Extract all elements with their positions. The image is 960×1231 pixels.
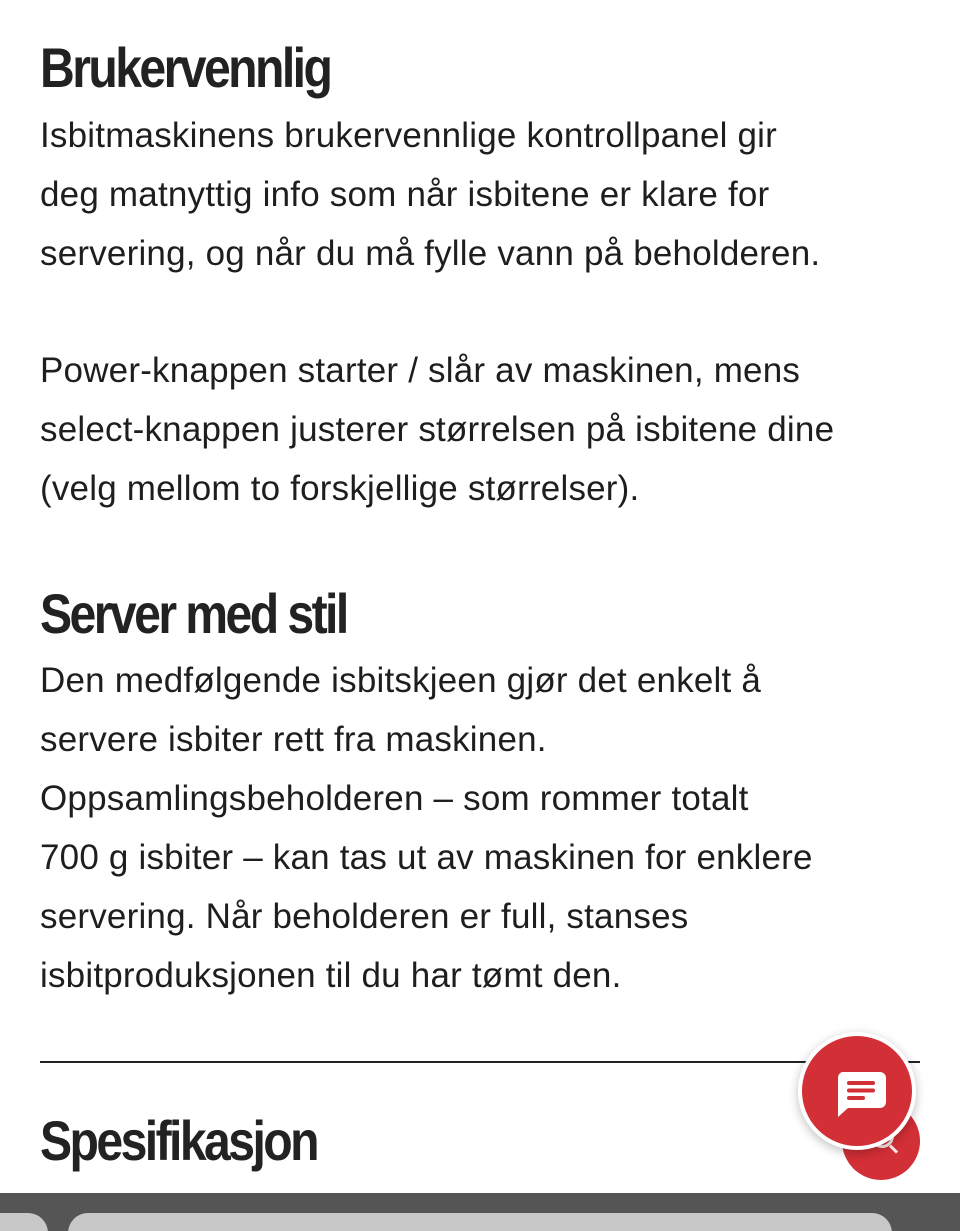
heading-server-med-stil: Server med stil [40, 582, 347, 645]
chat-button[interactable] [798, 1032, 916, 1150]
text-line: Oppsamlingsbeholderen – som rommer totalt [40, 779, 749, 818]
paragraph-control-panel [40, 106, 820, 283]
text-line: (velg mellom to forskjellige størrelser). [40, 469, 640, 508]
text-line: isbitproduksjonen til du har tømt den. [40, 956, 622, 995]
tab-control[interactable] [0, 1213, 48, 1231]
text-line: Isbitmaskinens brukervennlige kontrollpanel gir [40, 116, 777, 155]
text-line: servere isbiter rett fra maskinen. [40, 720, 547, 759]
heading-brukervennlig: Brukervennlig [40, 36, 331, 99]
section-divider [40, 1061, 920, 1063]
heading-spesifikasjon: Spesifikasjon [40, 1109, 317, 1172]
chat-bubble-icon [834, 1070, 888, 1120]
paragraph-serving [40, 651, 813, 1005]
text-line: servering, og når du må fylle vann på beholderen. [40, 234, 821, 273]
address-bar[interactable] [68, 1213, 892, 1231]
paragraph-power-button [40, 341, 834, 518]
text-line: 700 g isbiter – kan tas ut av maskinen for enklere [40, 838, 813, 877]
text-line: select-knappen justerer størrelsen på isbitene dine [40, 410, 835, 449]
text-line: Power-knappen starter / slår av maskinen, mens [40, 351, 801, 390]
browser-bottom-bar [0, 1193, 960, 1231]
text-line: Den medfølgende isbitskjeen gjør det enkelt å [40, 661, 762, 700]
text-line: deg matnyttig info som når isbitene er klare for [40, 175, 770, 214]
text-line: servering. Når beholderen er full, stanses [40, 897, 689, 936]
